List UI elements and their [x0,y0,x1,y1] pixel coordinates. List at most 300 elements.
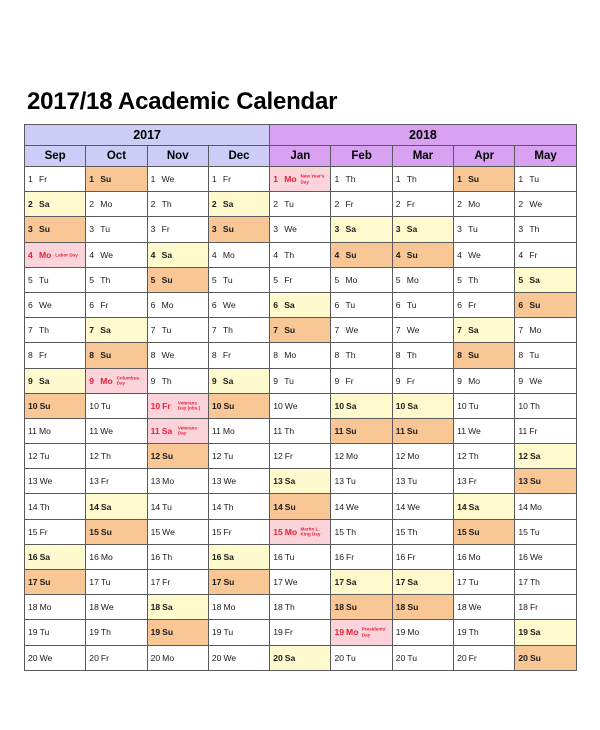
day-cell-mar-4[interactable] [392,242,453,267]
day-cell-jan-16[interactable] [270,544,331,569]
day-cell-sep-20[interactable] [25,645,86,670]
day-cell-nov-20[interactable] [147,645,208,670]
day-cell-oct-5[interactable] [86,267,147,292]
day-cell-feb-13[interactable] [331,469,392,494]
day-cell-dec-16[interactable] [208,544,269,569]
day-number: 11 [457,425,466,436]
day-label [396,577,418,587]
day-cell-apr-10[interactable] [454,393,515,418]
day-cell-jan-11[interactable] [270,418,331,443]
day-cell-dec-2[interactable] [208,192,269,217]
day-cell-may-4[interactable] [515,242,576,267]
day-cell-apr-11[interactable] [454,418,515,443]
day-cell-jan-15[interactable] [270,519,331,544]
weekday-abbrev: Tu [39,274,49,285]
day-number: 3 [28,224,33,235]
day-cell-may-5[interactable] [515,267,576,292]
day-cell-may-20[interactable] [515,645,576,670]
day-number: 16 [28,551,38,562]
day-number: 19 [457,627,467,638]
calendar-table [24,124,577,671]
day-cell-jan-20[interactable] [270,645,331,670]
day-label [89,602,113,612]
day-cell-oct-17[interactable] [86,570,147,595]
day-cell-nov-14[interactable] [147,494,208,519]
day-cell-mar-7[interactable] [392,318,453,343]
day-cell-jan-7[interactable] [270,318,331,343]
day-cell-may-6[interactable] [515,292,576,317]
day-number: 6 [89,300,95,311]
calendar-body [25,167,577,671]
weekday-abbrev: Fr [39,174,48,185]
day-cell-apr-9[interactable] [454,368,515,393]
day-number: 17 [395,577,406,588]
weekday-abbrev: We [284,577,298,588]
day-cell-may-1[interactable] [515,167,576,192]
day-label [28,577,51,587]
day-cell-dec-1[interactable] [208,167,269,192]
weekday-abbrev: Fr [161,224,170,235]
day-cell-may-19[interactable] [515,620,576,645]
day-cell-sep-13[interactable] [25,469,86,494]
day-label [89,350,111,360]
day-cell-mar-18[interactable] [392,595,453,620]
day-cell-sep-2[interactable] [25,192,86,217]
weekday-abbrev: Fr [468,476,477,487]
day-cell-jan-6[interactable] [270,292,331,317]
day-label [28,401,51,411]
day-cell-dec-15[interactable] [208,519,269,544]
day-cell-sep-7[interactable] [25,318,86,343]
day-cell-feb-6[interactable] [331,292,392,317]
day-cell-sep-16[interactable] [25,544,86,569]
day-number: 8 [334,350,340,361]
month-header-may[interactable]: May [515,146,576,167]
day-cell-dec-17[interactable] [208,570,269,595]
day-cell-feb-17[interactable] [331,570,392,595]
day-number: 11 [334,425,344,436]
day-number: 7 [150,325,156,336]
day-label [457,577,478,587]
year-header-2017: 2017 [25,125,270,146]
day-cell-mar-13[interactable] [392,469,453,494]
day-label [396,174,417,184]
day-cell-nov-17[interactable] [147,570,208,595]
day-cell-oct-12[interactable] [86,444,147,469]
month-header-apr[interactable]: Apr [454,146,515,167]
calendar-head [25,125,577,167]
day-cell-jan-8[interactable] [270,343,331,368]
day-cell-apr-3[interactable] [454,217,515,242]
day-number: 9 [334,375,340,386]
day-cell-mar-15[interactable] [392,519,453,544]
weekday-abbrev: We [100,249,114,260]
weekday-abbrev: We [100,602,114,613]
day-cell-may-12[interactable] [515,444,576,469]
day-label [396,300,417,310]
day-cell-dec-18[interactable] [208,595,269,620]
day-cell-dec-20[interactable] [208,645,269,670]
day-cell-nov-10[interactable] [147,393,208,418]
day-cell-may-13[interactable] [515,469,576,494]
day-cell-oct-1[interactable] [86,167,147,192]
day-number: 17 [28,577,38,588]
day-number: 8 [273,350,278,361]
day-cell-sep-17[interactable] [25,570,86,595]
day-cell-may-7[interactable] [515,318,576,343]
weekday-abbrev: Fr [529,249,538,260]
day-number: 13 [518,476,528,487]
day-cell-may-16[interactable] [515,544,576,569]
day-number: 10 [150,400,161,411]
day-cell-apr-6[interactable] [454,292,515,317]
day-cell-mar-10[interactable] [392,393,453,418]
day-label [151,325,172,335]
day-cell-mar-20[interactable] [392,645,453,670]
month-header-row [25,146,577,167]
day-cell-may-10[interactable] [515,393,576,418]
day-cell-nov-6[interactable] [147,292,208,317]
day-cell-mar-14[interactable] [392,494,453,519]
day-cell-oct-2[interactable] [86,192,147,217]
day-number: 14 [334,501,345,512]
day-cell-jan-3[interactable] [270,217,331,242]
weekday-abbrev: Sa [345,224,356,235]
day-cell-sep-9[interactable] [25,368,86,393]
weekday-abbrev: Tu [407,652,418,663]
day-cell-may-2[interactable] [515,192,576,217]
day-cell-jan-1[interactable] [270,167,331,192]
day-cell-oct-10[interactable] [86,393,147,418]
day-cell-jan-10[interactable] [270,393,331,418]
day-cell-may-11[interactable] [515,418,576,443]
day-cell-feb-19[interactable] [331,620,392,645]
day-cell-apr-1[interactable] [454,167,515,192]
day-cell-apr-13[interactable] [454,469,515,494]
weekday-abbrev: Fr [529,602,539,613]
day-cell-dec-8[interactable] [208,343,269,368]
day-cell-feb-18[interactable] [331,595,392,620]
day-number: 20 [518,652,528,663]
day-cell-feb-15[interactable] [331,519,392,544]
day-cell-may-3[interactable] [515,217,576,242]
day-label [89,250,113,260]
day-label [396,376,415,386]
day-cell-dec-13[interactable] [208,469,269,494]
month-header-dec[interactable]: Dec [208,146,269,167]
day-cell-jan-18[interactable] [270,595,331,620]
day-cell-apr-12[interactable] [454,444,515,469]
day-number: 20 [28,652,38,663]
calendar-row [25,469,577,494]
day-cell-dec-5[interactable] [208,267,269,292]
weekday-abbrev: Th [100,274,111,285]
day-cell-feb-10[interactable] [331,393,392,418]
day-label [396,325,420,335]
day-cell-nov-12[interactable] [147,444,208,469]
day-cell-jan-9[interactable] [270,368,331,393]
day-cell-oct-3[interactable] [86,217,147,242]
day-cell-mar-16[interactable] [392,544,453,569]
day-cell-may-9[interactable] [515,368,576,393]
day-label [212,174,231,184]
day-cell-apr-4[interactable] [454,242,515,267]
day-cell-nov-5[interactable] [147,267,208,292]
day-cell-sep-10[interactable] [25,393,86,418]
day-cell-apr-19[interactable] [454,620,515,645]
day-cell-oct-9[interactable] [86,368,147,393]
day-cell-oct-8[interactable] [86,343,147,368]
day-cell-nov-11[interactable] [147,418,208,443]
academic-calendar [24,124,576,671]
month-header-oct[interactable]: Oct [86,146,147,167]
day-cell-feb-2[interactable] [331,192,392,217]
weekday-abbrev: Sa [529,627,541,638]
day-cell-apr-16[interactable] [454,544,515,569]
day-label [334,224,356,234]
day-cell-nov-3[interactable] [147,217,208,242]
day-cell-jan-19[interactable] [270,620,331,645]
day-cell-feb-3[interactable] [331,217,392,242]
day-cell-apr-18[interactable] [454,595,515,620]
day-label [28,224,50,234]
day-number: 14 [211,501,222,512]
day-cell-sep-4[interactable] [25,242,86,267]
weekday-abbrev: Mo [100,375,113,386]
calendar-row [25,242,577,267]
day-cell-oct-6[interactable] [86,292,147,317]
day-cell-jan-12[interactable] [270,444,331,469]
day-cell-nov-4[interactable] [147,242,208,267]
day-label [273,627,293,637]
day-cell-feb-16[interactable] [331,544,392,569]
day-cell-feb-12[interactable] [331,444,392,469]
day-number: 14 [395,501,406,512]
day-number: 17 [89,577,99,588]
day-cell-may-8[interactable] [515,343,576,368]
day-cell-nov-13[interactable] [147,469,208,494]
month-header-jan[interactable]: Jan [270,146,331,167]
day-cell-feb-11[interactable] [331,418,392,443]
day-number: 5 [273,274,278,285]
day-cell-sep-1[interactable] [25,167,86,192]
day-cell-nov-15[interactable] [147,519,208,544]
day-number: 15 [89,526,99,537]
day-label [518,224,539,234]
day-cell-nov-18[interactable] [147,595,208,620]
weekday-abbrev: Fr [222,174,232,185]
day-cell-nov-9[interactable] [147,368,208,393]
weekday-abbrev: Tu [345,300,356,311]
day-cell-apr-7[interactable] [454,318,515,343]
day-cell-oct-16[interactable] [86,544,147,569]
day-cell-oct-4[interactable] [86,242,147,267]
day-cell-feb-9[interactable] [331,368,392,393]
day-cell-dec-3[interactable] [208,217,269,242]
day-cell-feb-14[interactable] [331,494,392,519]
weekday-abbrev: Sa [529,451,541,462]
weekday-abbrev: Sa [39,551,51,562]
day-number: 3 [211,224,217,235]
weekday-abbrev: Fr [407,551,416,562]
day-cell-dec-11[interactable] [208,418,269,443]
day-cell-mar-6[interactable] [392,292,453,317]
day-cell-mar-3[interactable] [392,217,453,242]
day-cell-apr-17[interactable] [454,570,515,595]
weekday-abbrev: We [284,400,298,411]
day-cell-jan-2[interactable] [270,192,331,217]
day-cell-nov-2[interactable] [147,192,208,217]
day-cell-nov-1[interactable] [147,167,208,192]
day-cell-jan-4[interactable] [270,242,331,267]
day-cell-sep-6[interactable] [25,292,86,317]
weekday-abbrev: We [407,501,421,512]
day-cell-oct-15[interactable] [86,519,147,544]
day-cell-feb-8[interactable] [331,343,392,368]
day-cell-sep-18[interactable] [25,595,86,620]
day-cell-sep-19[interactable] [25,620,86,645]
day-label [334,426,356,436]
day-label [212,224,234,234]
day-number: 2 [457,199,462,210]
day-cell-sep-5[interactable] [25,267,86,292]
day-number: 12 [28,451,38,462]
day-number: 20 [150,652,161,663]
day-cell-dec-4[interactable] [208,242,269,267]
month-header-nov[interactable]: Nov [147,146,208,167]
day-cell-nov-8[interactable] [147,343,208,368]
day-label [212,300,236,310]
day-cell-apr-8[interactable] [454,343,515,368]
day-cell-sep-11[interactable] [25,418,86,443]
day-cell-oct-20[interactable] [86,645,147,670]
day-cell-sep-14[interactable] [25,494,86,519]
day-cell-mar-9[interactable] [392,368,453,393]
weekday-abbrev: Th [345,350,356,361]
day-cell-may-17[interactable] [515,570,576,595]
day-cell-mar-12[interactable] [392,444,453,469]
day-cell-oct-11[interactable] [86,418,147,443]
day-cell-dec-19[interactable] [208,620,269,645]
day-cell-may-15[interactable] [515,519,576,544]
day-cell-oct-18[interactable] [86,595,147,620]
day-cell-nov-7[interactable] [147,318,208,343]
day-cell-feb-5[interactable] [331,267,392,292]
day-cell-jan-17[interactable] [270,570,331,595]
weekday-abbrev: Sa [468,501,480,512]
day-cell-oct-7[interactable] [86,318,147,343]
day-cell-mar-19[interactable] [392,620,453,645]
day-cell-sep-12[interactable] [25,444,86,469]
day-cell-mar-2[interactable] [392,192,453,217]
day-cell-apr-2[interactable] [454,192,515,217]
day-cell-feb-20[interactable] [331,645,392,670]
day-cell-feb-4[interactable] [331,242,392,267]
day-label [334,376,353,386]
day-cell-apr-20[interactable] [454,645,515,670]
day-label [28,602,52,612]
weekday-abbrev: Sa [346,400,357,411]
weekday-abbrev: Su [100,350,112,361]
day-cell-feb-1[interactable] [331,167,392,192]
day-cell-dec-7[interactable] [208,318,269,343]
month-header-mar[interactable]: Mar [392,146,453,167]
day-label [89,401,110,411]
month-header-sep[interactable]: Sep [25,146,86,167]
day-label [457,275,478,285]
day-cell-jan-5[interactable] [270,267,331,292]
day-cell-sep-15[interactable] [25,519,86,544]
calendar-row [25,368,577,393]
holiday-label: New Year's Day [300,173,325,185]
day-cell-sep-3[interactable] [25,217,86,242]
day-cell-oct-13[interactable] [86,469,147,494]
day-cell-apr-5[interactable] [454,267,515,292]
month-header-feb[interactable]: Feb [331,146,392,167]
day-label [212,627,233,637]
weekday-abbrev: Su [161,274,173,285]
day-cell-jan-14[interactable] [270,494,331,519]
day-label [89,476,109,486]
day-label [273,376,294,386]
weekday-abbrev: Mo [39,249,52,260]
day-cell-feb-7[interactable] [331,318,392,343]
day-cell-apr-15[interactable] [454,519,515,544]
weekday-abbrev: Fr [39,526,48,537]
weekday-abbrev: Sa [407,577,418,588]
day-cell-mar-8[interactable] [392,343,453,368]
day-label [89,376,112,386]
day-cell-apr-14[interactable] [454,494,515,519]
day-cell-oct-19[interactable] [86,620,147,645]
day-cell-dec-10[interactable] [208,393,269,418]
day-number: 19 [150,627,161,638]
day-number: 7 [518,325,524,336]
day-number: 4 [150,249,156,260]
day-cell-dec-12[interactable] [208,444,269,469]
day-cell-dec-6[interactable] [208,292,269,317]
day-cell-nov-16[interactable] [147,544,208,569]
day-cell-sep-8[interactable] [25,343,86,368]
day-label [457,401,478,411]
day-cell-may-18[interactable] [515,595,576,620]
day-cell-dec-14[interactable] [208,494,269,519]
day-cell-nov-19[interactable] [147,620,208,645]
day-label [334,174,355,184]
day-cell-mar-1[interactable] [392,167,453,192]
day-number: 5 [518,274,524,285]
day-cell-jan-13[interactable] [270,469,331,494]
weekday-abbrev: Th [406,350,417,361]
weekday-abbrev: Tu [284,551,295,562]
day-label [334,602,357,612]
day-label [518,527,539,537]
day-number: 6 [457,300,462,311]
day-cell-mar-5[interactable] [392,267,453,292]
holiday-label: Labor Day [55,251,78,257]
calendar-row [25,570,577,595]
weekday-abbrev: Th [284,249,295,260]
day-number: 1 [273,174,278,185]
day-label [334,502,358,512]
day-label [273,577,297,587]
day-number: 10 [211,400,222,411]
day-cell-mar-17[interactable] [392,570,453,595]
day-cell-mar-11[interactable] [392,418,453,443]
day-cell-oct-14[interactable] [86,494,147,519]
day-cell-dec-9[interactable] [208,368,269,393]
day-cell-may-14[interactable] [515,494,576,519]
